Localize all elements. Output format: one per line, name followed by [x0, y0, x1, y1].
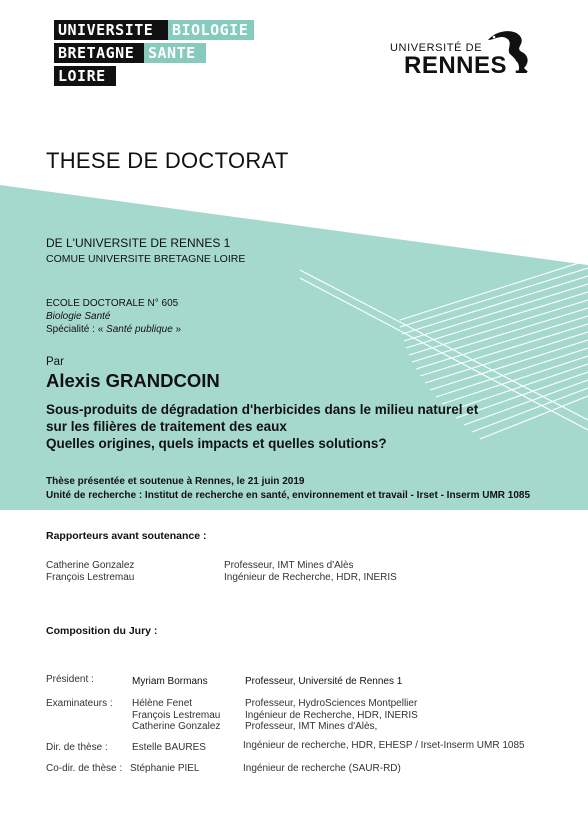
examinateur-name: Hélène Fenet	[132, 698, 193, 709]
comue-name: COMUE UNIVERSITE BRETAGNE LOIRE	[46, 253, 246, 265]
examinateur-name: Catherine Gonzalez	[132, 721, 221, 732]
thesis-title-line: sur les filières de traitement des eaux	[46, 419, 287, 434]
jury-president-role: Professeur, Université de Rennes 1	[245, 676, 403, 687]
rapporteur-name: François Lestremau	[46, 572, 135, 583]
rennes-logo-line1: UNIVERSITÉ DE	[390, 42, 483, 54]
rennes-logo-line2: RENNES 1	[404, 52, 529, 79]
examinateur-role: Ingénieur de Recherche, HDR, INERIS	[245, 710, 418, 721]
specialite	[46, 324, 181, 335]
defense-date: Thèse présentée et soutenue à Rennes, le 21 juin 2019	[46, 476, 305, 487]
university-name: DE L'UNIVERSITE DE RENNES 1	[46, 236, 231, 250]
rapporteur-role: Ingénieur de Recherche, HDR, INERIS	[224, 572, 397, 583]
jury-directeur-label: Dir. de thèse :	[46, 742, 108, 753]
jury-directeur-role: Ingénieur de recherche, HDR, EHESP / Irset-Inserm UMR 1085	[243, 740, 525, 751]
ubl-logo-word: SANTE	[144, 43, 206, 63]
specialite-suffix: »	[175, 324, 182, 335]
discipline: Biologie Santé	[46, 311, 111, 322]
ubl-logo-word: BRETAGNE	[54, 43, 144, 63]
author-name: Alexis GRANDCOIN	[46, 370, 220, 391]
jury-heading: Composition du Jury :	[46, 625, 158, 637]
jury-president-label: Président :	[46, 674, 94, 685]
jury-directeur-name: Estelle BAURES	[132, 742, 206, 753]
research-unit: Unité de recherche : Institut de recherche en santé, environnement et travail - Irset - Inserm UMR 1085	[46, 490, 531, 501]
jury-codirecteur-role: Ingénieur de recherche (SAUR-RD)	[243, 763, 401, 774]
thesis-title-line: Sous-produits de dégradation d'herbicides dans le milieu naturel et	[46, 402, 479, 417]
examinateur-role: Professeur, HydroSciences Montpellier	[245, 698, 418, 709]
thesis-title	[46, 401, 586, 452]
thesis-title-line: Quelles origines, quels impacts et quelles solutions?	[46, 436, 387, 451]
ecole-doctorale: ECOLE DOCTORALE N° 605	[46, 298, 179, 309]
rapporteur-role: Professeur, IMT Mines d'Alès	[224, 560, 354, 571]
jury-president-name: Myriam Bormans	[132, 676, 208, 687]
ubl-logo-word: LOIRE	[54, 66, 116, 86]
page-title: THESE DE DOCTORAT	[46, 148, 289, 173]
specialite-prefix: Spécialité : «	[46, 324, 104, 335]
ubl-logo-word: UNIVERSITE	[54, 20, 168, 40]
examinateur-role: Professeur, IMT Mines d'Alès,	[245, 721, 378, 732]
rapporteur-name: Catherine Gonzalez	[46, 560, 135, 571]
rapporteurs-heading: Rapporteurs avant soutenance :	[46, 530, 207, 542]
ubl-logo-word: BIOLOGIE	[168, 20, 254, 40]
specialite-value: Santé publique	[103, 324, 176, 335]
examinateur-name: François Lestremau	[132, 710, 221, 721]
jury-examinateurs-label: Examinateurs :	[46, 698, 113, 709]
par-label: Par	[46, 356, 64, 368]
jury-codirecteur-name: Stéphanie PIEL	[130, 763, 200, 774]
jury-codirecteur-label: Co-dir. de thèse :	[46, 763, 123, 774]
